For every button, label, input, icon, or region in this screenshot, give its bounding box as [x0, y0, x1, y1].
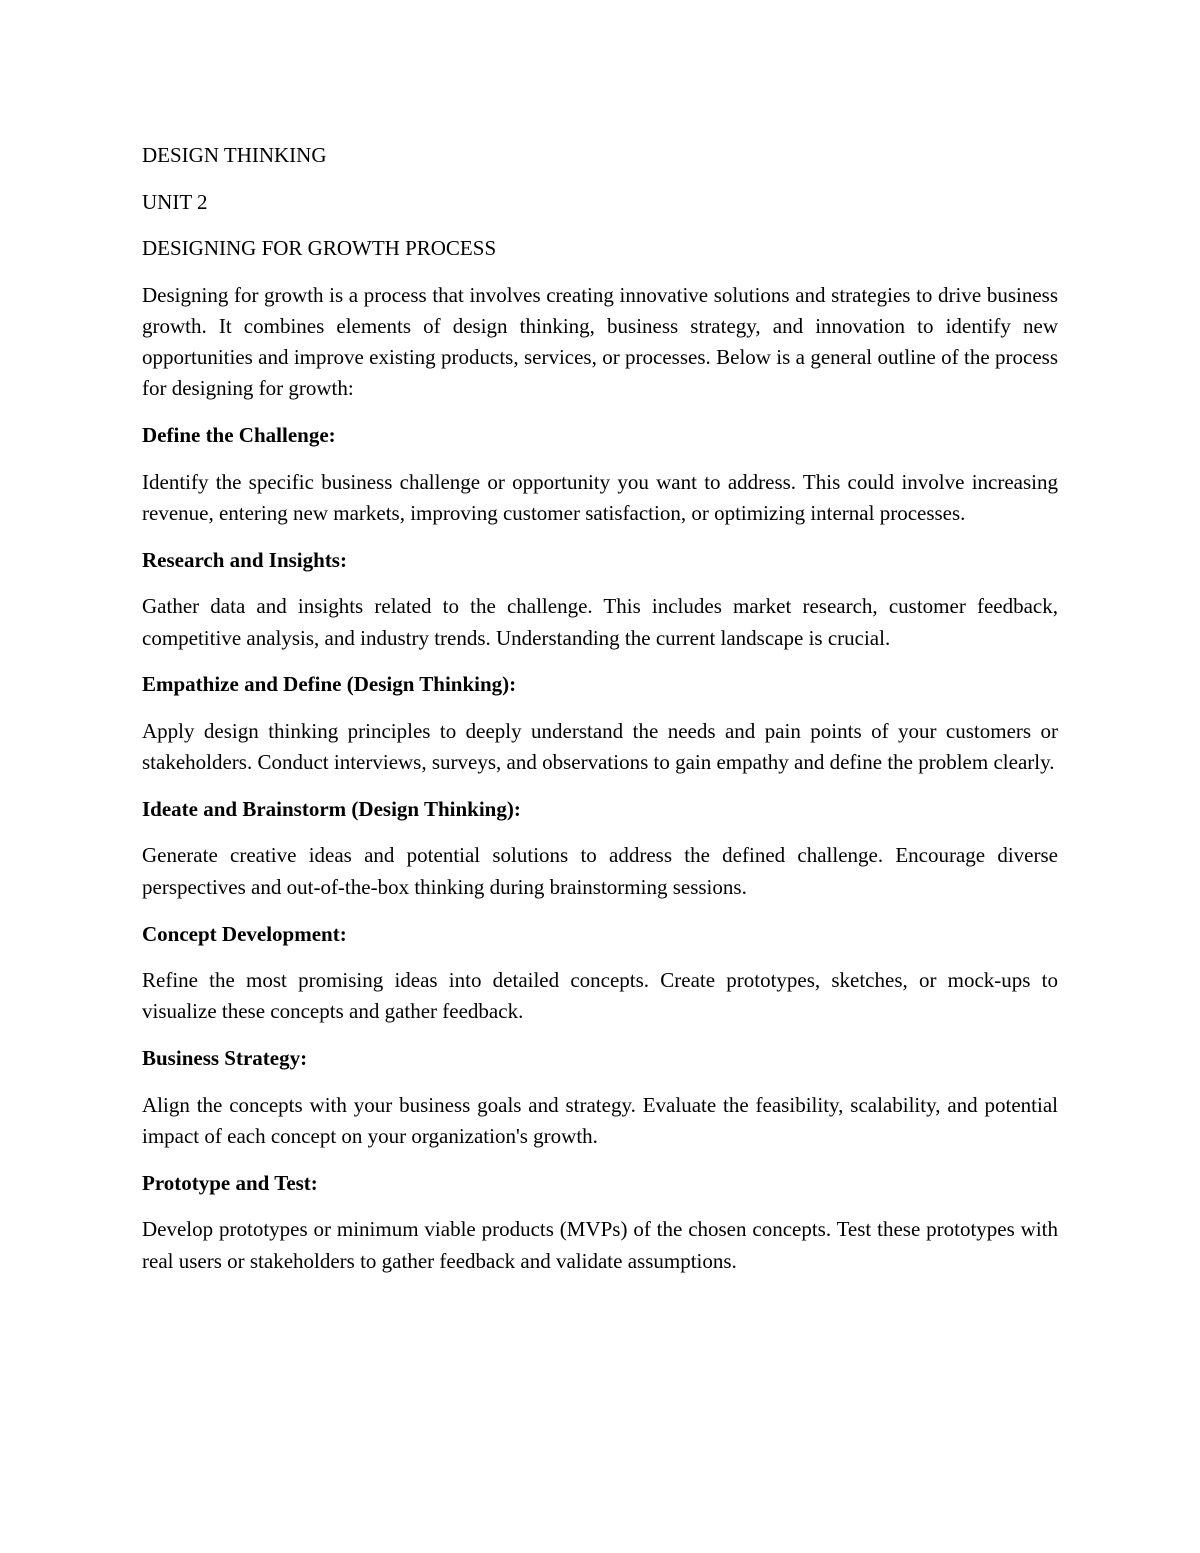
section-body-ideate-brainstorm: Generate creative ideas and potential solutions to address the defined challenge. Encourage diverse perspectives and out-of-the-box thinking during brainstorming sessions.: [142, 843, 1058, 899]
section-heading-research-insights: Research and Insights:: [142, 547, 347, 572]
section-heading-concept-development: Concept Development:: [142, 921, 347, 946]
intro-paragraph: Designing for growth is a process that involves creating innovative solutions and strategies to drive business growth. It combines elements of design thinking, business strategy, and innovation to identify new opportunities and improve existing products, services, or processes. Below is a general outline of the process for designing for growth:: [142, 282, 1058, 401]
course-title: DESIGN THINKING: [142, 143, 327, 167]
section-heading-empathize-define: Empathize and Define (Design Thinking):: [142, 672, 517, 697]
section-body-empathize-define: Apply design thinking principles to deeply understand the needs and pain points of your customers or stakeholders. Conduct interviews, surveys, and observations to gain empathy and define the problem clearly.: [142, 718, 1058, 775]
section-heading-ideate-brainstorm: Ideate and Brainstorm (Design Thinking):: [142, 796, 521, 821]
section-body-prototype-test: Develop prototypes or minimum viable products (MVPs) of the chosen concepts. Test these prototypes with real users or stakeholders to gather feedback and validate assumptions.: [142, 1217, 1058, 1273]
section-body-concept-development: Refine the most promising ideas into detailed concepts. Create prototypes, sketches, or mock-ups to visualize these concepts and gather feedback.: [142, 968, 1058, 1024]
document-content: [142, 140, 1058, 1277]
section-heading-prototype-test: Prototype and Test:: [142, 1170, 318, 1195]
section-heading-define-challenge: Define the Challenge:: [142, 423, 336, 448]
section-heading-business-strategy: Business Strategy:: [142, 1046, 308, 1071]
section-title: DESIGNING FOR GROWTH PROCESS: [142, 236, 497, 260]
section-body-business-strategy: Align the concepts with your business goals and strategy. Evaluate the feasibility, scalability, and potential impact of each concept on your organization's growth.: [142, 1092, 1058, 1148]
section-body-research-insights: Gather data and insights related to the challenge. This includes market research, customer feedback, competitive analysis, and industry trends. Understanding the current landscape is crucial.: [142, 594, 1058, 650]
section-body-define-challenge: Identify the specific business challenge or opportunity you want to address. This could involve increasing revenue, entering new markets, improving customer satisfaction, or optimizing internal processes.: [142, 469, 1058, 525]
unit-label: UNIT 2: [142, 189, 208, 214]
